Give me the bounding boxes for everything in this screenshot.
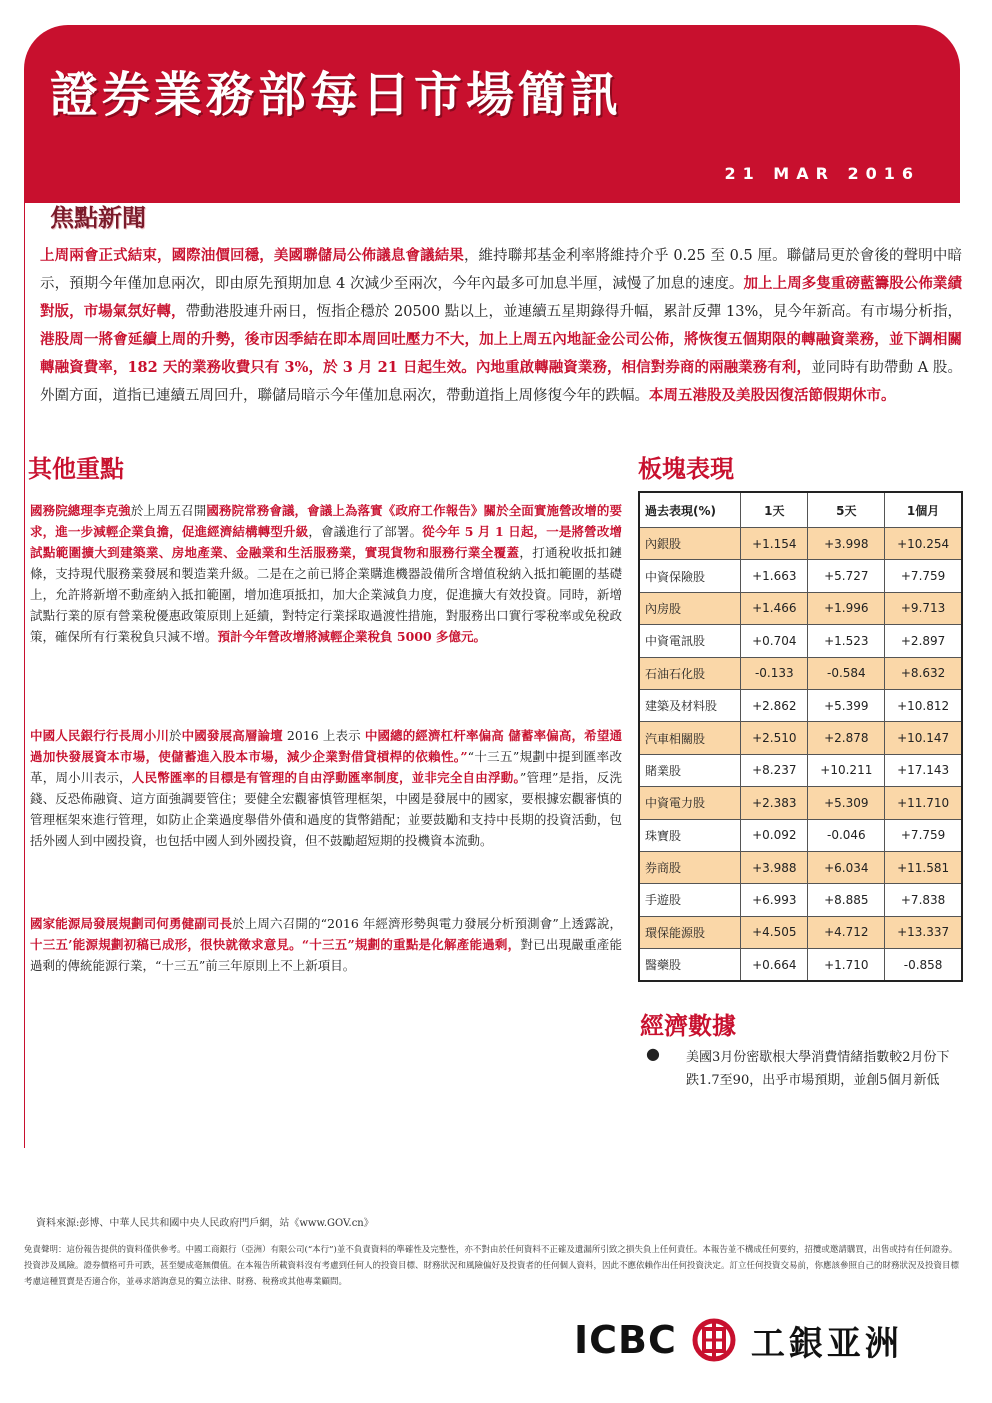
body-text: “十三五”規劃中提到匯率改革，周小川表示，	[30, 749, 622, 785]
performance-cell: +1.523	[808, 625, 885, 657]
sector-name-cell: 手遊股	[639, 884, 741, 916]
highlight-text: 國務院總理李克強	[30, 503, 131, 518]
table-row	[639, 689, 962, 721]
table-row	[639, 787, 962, 819]
performance-cell: +2.897	[885, 625, 962, 657]
sector-name-cell: 內銀股	[639, 528, 741, 560]
performance-cell: +4.505	[741, 916, 808, 948]
table-row	[639, 916, 962, 948]
performance-cell: +17.143	[885, 754, 962, 786]
body-text: 對已出現嚴重產能過剩的傳統能源行業，“十三五”前三年原則上不上新項目。	[30, 937, 622, 973]
column-header: 1天	[741, 492, 808, 528]
highlight-text: 十三五’能源規劃初稿已成形，很快就徵求意見。“十三五”規劃的重點是化解產能過剩，	[30, 937, 521, 952]
performance-cell: +13.337	[885, 916, 962, 948]
performance-cell: +5.309	[808, 787, 885, 819]
highlight-text: 中國總的經濟杠杆率偏高 儲蓄率偏高，希望通過加快發展資本市場，使儲蓄進入股本市場，減少企業對借貸槓桿的依賴性。”	[30, 728, 622, 764]
table-row	[639, 560, 962, 592]
bullet-icon: ●	[646, 1044, 660, 1063]
highlight-text: 中國發展高層論壇	[181, 728, 283, 743]
performance-cell: -0.858	[885, 949, 962, 982]
sector-name-cell: 環保能源股	[639, 916, 741, 948]
table-body	[639, 528, 962, 982]
column-header: 5天	[808, 492, 885, 528]
econ-heading: 經濟數據	[640, 1012, 736, 1040]
report-date: 21 MAR 2016	[724, 164, 920, 183]
performance-cell: +7.759	[885, 819, 962, 851]
performance-cell: +6.993	[741, 884, 808, 916]
table-header-row	[639, 492, 962, 528]
performance-cell: +2.878	[808, 722, 885, 754]
body-text: 於上周五召開	[130, 503, 207, 518]
sector-name-cell: 珠寶股	[639, 819, 741, 851]
performance-cell: +2.510	[741, 722, 808, 754]
performance-cell: +4.712	[808, 916, 885, 948]
performance-cell: +1.154	[741, 528, 808, 560]
body-text: 並同時有助帶動 A 股。外圍方面，道指已連續五周回升，聯儲局暗示今年僅加息兩次，帶動道指上周修復今年的跌幅。	[40, 360, 962, 404]
performance-cell: -0.133	[741, 657, 808, 689]
sector-name-cell: 建築及材料股	[639, 689, 741, 721]
performance-cell: +7.838	[885, 884, 962, 916]
performance-cell: +10.254	[885, 528, 962, 560]
table-row	[639, 625, 962, 657]
sector-name-cell: 中資保險股	[639, 560, 741, 592]
table-row	[639, 754, 962, 786]
sector-name-cell: 內房股	[639, 592, 741, 624]
body-text: 帶動港股連升兩日，恆指企穩於 20500 點以上，並連續五星期錄得升幅，累計反彈 13%，見今年新高。有市場分析指，	[185, 304, 963, 320]
icbc-logo	[574, 1316, 903, 1364]
body-text: ，打通稅收抵扣鏈條，支持現代服務業發展和製造業升級。二是在之前已將企業購進機器設備所含增值稅納入抵扣範圍的基礎上，允許將新增不動產納入抵扣範圍，增加進項抵扣，加大企業減負力度，促進擴大有效投資。同時，新增試點行業的原有營業稅優惠政策原則上延續，對特定行業採取過渡性措施，對服務出口實行零稅率或免稅政策，確保所有行業稅負只減不增。	[30, 545, 622, 644]
performance-cell: +8.237	[741, 754, 808, 786]
performance-cell: +1.466	[741, 592, 808, 624]
performance-cell: -0.584	[808, 657, 885, 689]
performance-cell: +10.147	[885, 722, 962, 754]
sector-name-cell: 醫藥股	[639, 949, 741, 982]
body-text: 2016 上表示	[282, 728, 365, 743]
performance-cell: +2.862	[741, 689, 808, 721]
focus-news-body	[40, 242, 962, 410]
table-row	[639, 949, 962, 982]
table-row	[639, 722, 962, 754]
table-row	[639, 592, 962, 624]
performance-cell: +11.710	[885, 787, 962, 819]
body-text: ，維持聯邦基金利率將維持介乎 0.25 至 0.5 厘。聯儲局更於會後的聲明中暗示，預期今年僅加息兩次，即由原先預期加息 4 次減少至兩次，今年內最多可加息半厘，減慢了加息的速度。	[40, 248, 963, 292]
sector-name-cell: 賭業股	[639, 754, 741, 786]
table-row	[639, 851, 962, 883]
sector-name-cell: 中資電力股	[639, 787, 741, 819]
highlight-text: 國務院常務會議，會議上為落實《政府工作報告》關於全面實施營改增的要求，進一步減輕企業負擔，促進經濟結構轉型升級	[30, 503, 622, 539]
other-paragraph-1	[30, 500, 622, 647]
performance-cell: +1.663	[741, 560, 808, 592]
highlight-text: 從今年 5 月 1 日起，一是將營改增試點範圍擴大到建築業、房地產業、金融業和生活服務業，實現貨物和服務行業全覆蓋	[30, 524, 622, 560]
sector-name-cell: 中資電訊股	[639, 625, 741, 657]
logo-wordmark: ICBC	[574, 1318, 677, 1362]
sector-name-cell: 券商股	[639, 851, 741, 883]
performance-cell: +0.092	[741, 819, 808, 851]
highlight-text: 港股周一將會延續上周的升勢，後市因季結在即本周回吐壓力不大，加上上周五內地証金公司公佈，將恢復五個期限的轉融資業務，並下調相關轉融資費率，182 天的業務收費只有 3%，於 3 月 21 日起生效。內地重啟轉融資業務，相信對券商的兩融業務有利，	[40, 331, 962, 376]
performance-cell: +1.710	[808, 949, 885, 982]
highlight-text: 國家能源局發展規劃司何勇健副司長	[30, 916, 233, 931]
column-header: 過去表現(%)	[639, 492, 741, 528]
sector-name-cell: 汽車相關股	[639, 722, 741, 754]
page-title: 證券業務部每日市場簡訊	[50, 67, 623, 123]
performance-cell: +11.581	[885, 851, 962, 883]
highlight-text: 加上上周多隻重磅藍籌股公佈業績對版，市場氣氛好轉，	[40, 275, 962, 320]
table-row	[639, 884, 962, 916]
performance-cell: +7.759	[885, 560, 962, 592]
body-text: ，會議進行了部署。	[308, 524, 423, 539]
highlight-text: 上周兩會正式結束，國際油價回穩，美國聯儲局公佈議息會議結果	[40, 247, 464, 264]
sector-name-cell: 石油石化股	[639, 657, 741, 689]
performance-cell: +10.812	[885, 689, 962, 721]
other-paragraph-3	[30, 913, 622, 976]
performance-cell: +8.885	[808, 884, 885, 916]
performance-cell: +1.996	[808, 592, 885, 624]
performance-cell: +5.399	[808, 689, 885, 721]
performance-cell: +0.704	[741, 625, 808, 657]
highlight-text: 中國人民銀行行長周小川	[30, 728, 170, 743]
performance-cell: +2.383	[741, 787, 808, 819]
highlight-text: 人民幣匯率的目標是有管理的自由浮動匯率制度，並非完全自由浮動。	[131, 770, 520, 785]
performance-cell: +0.664	[741, 949, 808, 982]
highlight-text: 預計今年營改增將減輕企業稅負 5000 多億元。	[217, 629, 487, 644]
highlight-text: 本周五港股及美股因復活節假期休市。	[649, 387, 896, 404]
table-row	[639, 528, 962, 560]
performance-cell: +6.034	[808, 851, 885, 883]
performance-cell: +5.727	[808, 560, 885, 592]
table-row	[639, 819, 962, 851]
other-heading: 其他重點	[28, 455, 124, 483]
econ-item: 美國3月份密歇根大學消費情緒指數較2月份下跌1.7至90，出乎市場預期，並創5個月新低	[686, 1050, 950, 1088]
left-rule	[24, 200, 25, 1148]
sector-performance-table	[638, 491, 963, 982]
icbc-emblem-icon	[683, 1316, 745, 1364]
focus-heading: 焦點新聞	[50, 204, 146, 232]
source-note: 資料來源:彭博、中華人民共和國中央人民政府門戶網，站《www.GOV.cn》	[36, 1218, 374, 1229]
performance-cell: -0.046	[808, 819, 885, 851]
column-header: 1個月	[885, 492, 962, 528]
other-paragraph-2	[30, 725, 622, 851]
body-text: 於上周六召開的“2016 年經濟形勢與電力發展分析預測會”上透露說，	[232, 916, 622, 931]
performance-cell: +3.988	[741, 851, 808, 883]
performance-cell: +8.632	[885, 657, 962, 689]
table-row	[639, 657, 962, 689]
logo-chinese-name: 工銀亚洲	[750, 1323, 903, 1364]
disclaimer: 免責聲明：這份報告提供的資料僅供參考。中國工商銀行（亞洲）有限公司(“本行”)並不負責資料的準確性及完整性，亦不對由於任何資料不正確及遺漏所引致之損失負上任何責任。本報告並不構成任何要約，招攬或邀請購買，出售或持有任何證券。投資涉及風險。證券價格可升可跌，甚至變成毫無價值。在本報告所載資料沒有考慮到任何人的投資目標、財務狀況和風險偏好及投資者的任何個人資料，因此不應依賴作出任何投資決定。訂立任何投資交易前，你應該參照自己的財務狀況及投資目標考慮這種買賣是否適合你，並尋求諮詢意見的獨立法律、財務、稅務或其他專業顧問。	[24, 1245, 960, 1287]
body-text: 於	[169, 728, 182, 743]
sector-heading: 板塊表現	[638, 455, 734, 483]
performance-cell: +3.998	[808, 528, 885, 560]
performance-cell: +10.211	[808, 754, 885, 786]
body-text: ”管理”是指，反洗錢、反恐佈融資、這方面強調要管住；要健全宏觀審慎管理框架，中國是發展中的國家，要根據宏觀審慎的管理框架來進行管理，如防止企業過度舉借外債和過度的貨幣錯配；並要鼓勵和支持中長期的投資活動，包括外國人到中國投資，也包括中國人到外國投資，但不鼓勵超短期的投機資本流動。	[30, 770, 622, 848]
performance-cell: +9.713	[885, 592, 962, 624]
